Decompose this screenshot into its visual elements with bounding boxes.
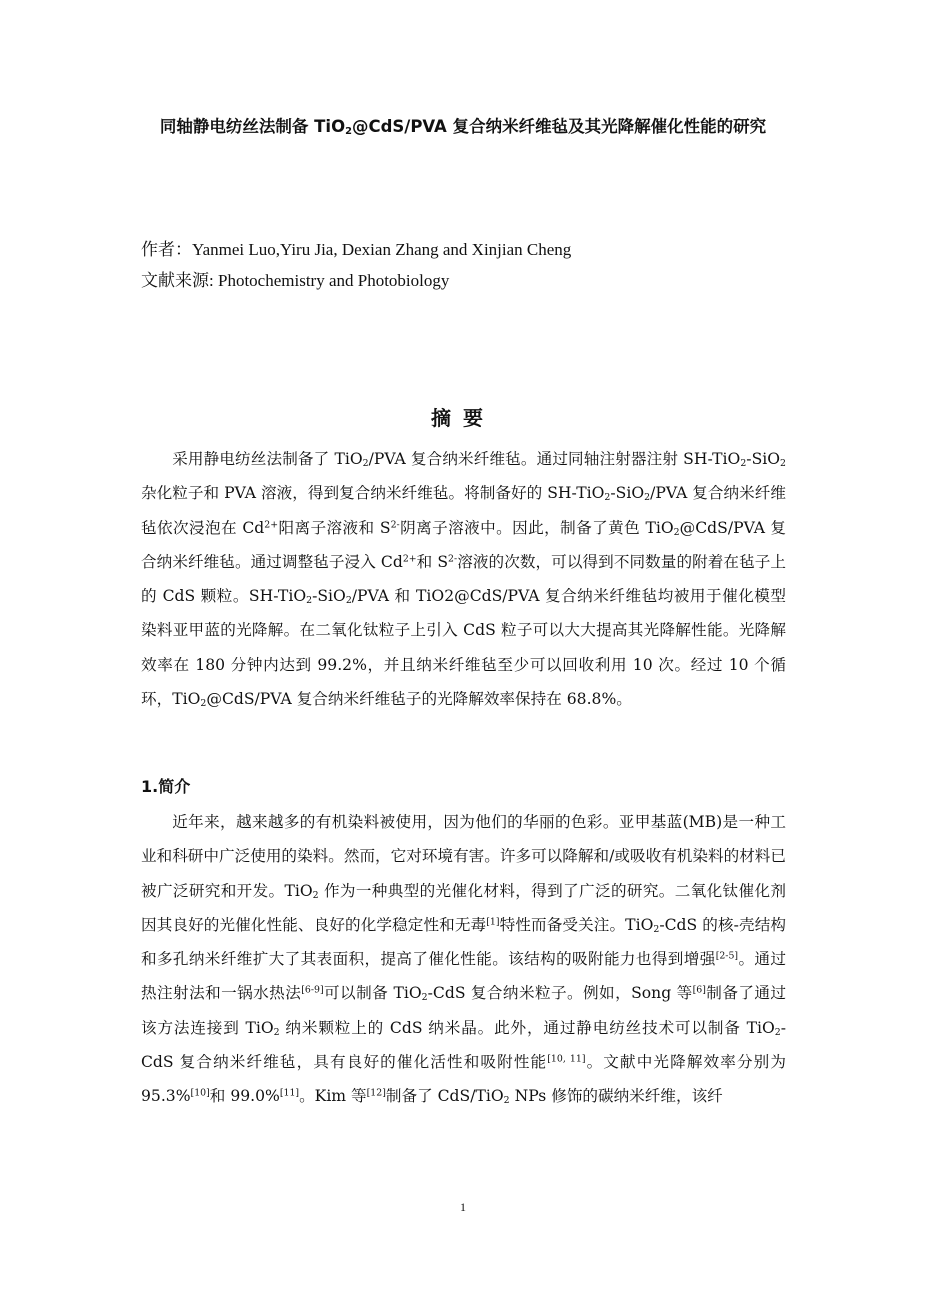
title-text-2: @CdS/PVA 复合纳米纤维毡及其光降解催化性能的研究 (351, 117, 767, 136)
introduction-paragraph: 近年来，越来越多的有机染料被使用，因为他们的华丽的色彩。亚甲基蓝(MB)是一种工业和科研中广泛使用的染料。然而，它对环境有害。许多可以降解和/或吸收有机染料的材料已被广泛研究和开发。TiO$_2$ 作为一种典型的光催化材料，得到了广泛的研究。二氧化钛催化剂因其良好的光催化性能、良好的化学稳定性和无毒[1]特性而备受关注。TiO$_2$-CdS 的核-壳结构和多孔纳米纤维扩大了其表面积，提高了催化性能。该结构的吸附能力也得到增强[2-5]。通过热注射法和一锅水热法[6-9]可以制备 TiO$_2$-CdS 复合纳米粒子。例如，Song 等[6]制备了通过该方法连接到 TiO$_2$ 纳米颗粒上的 CdS 纳米晶。此外，通过静电纺丝技术可以制备 TiO$_2$-CdS 复合纳米纤维毡，具有良好的催化活性和吸附性能[10, 11]。文献中光降解效率分别为 95.3%[10]和 99.0%[11]。Kim 等[12]制备了 CdS/TiO$_2$ NPs 修饰的碳纳米纤维，该纤 (141, 813, 786, 1107)
section-heading-introduction: 1.简介 (141, 777, 191, 796)
authors-label: 作者： (141, 240, 192, 259)
abstract-heading: 摘要 (431, 406, 495, 430)
authors-value: Yanmei Luo,Yiru Jia, Dexian Zhang and Xinjian Cheng (192, 240, 572, 259)
source-line (141, 266, 449, 291)
page-number: 1 (460, 1200, 466, 1214)
paper-title (120, 112, 806, 141)
abstract-paragraph: 采用静电纺丝法制备了 TiO$_2$/PVA 复合纳米纤维毡。通过同轴注射器注射 SH-TiO$_2$-SiO$_2$ 杂化粒子和 PVA 溶液，得到复合纳米纤维毡。将制备好的 SH-TiO$_2$-SiO$_2$/PVA 复合纳米纤维毡依次浸泡在 $Cd^{2+}$阳离子溶液和 $S^{2-}$阴离子溶液中。因此，制备了黄色 TiO$_2$@CdS/PVA 复合纳米纤维毡。通过调整毡子浸入 $Cd^{2+}$和 $S^{2-}$溶液的次数，可以得到不同数量的附着在毡子上的 CdS 颗粒。SH-TiO$_2$-SiO$_2$/PVA 和 TiO2@CdS/PVA 复合纳米纤维毡均被用于催化模型染料亚甲蓝的光降解。在二氧化钛粒子上引入 CdS 粒子可以大大提高其光降解性能。光降解效率在 180 分钟内达到 99.2%，并且纳米纤维毡至少可以回收利用 10 次。经过 10 个循环，TiO$_2$@CdS/PVA 复合纳米纤维毡子的光降解效率保持在 68.8%。 (141, 450, 786, 709)
title-subscript: 2 (345, 125, 352, 137)
source-label: 文献来源: (141, 271, 218, 290)
authors-line (141, 235, 571, 260)
source-value: Photochemistry and Photobiology (217, 271, 450, 290)
title-text-1: 同轴静电纺丝法制备 TiO (159, 117, 346, 136)
